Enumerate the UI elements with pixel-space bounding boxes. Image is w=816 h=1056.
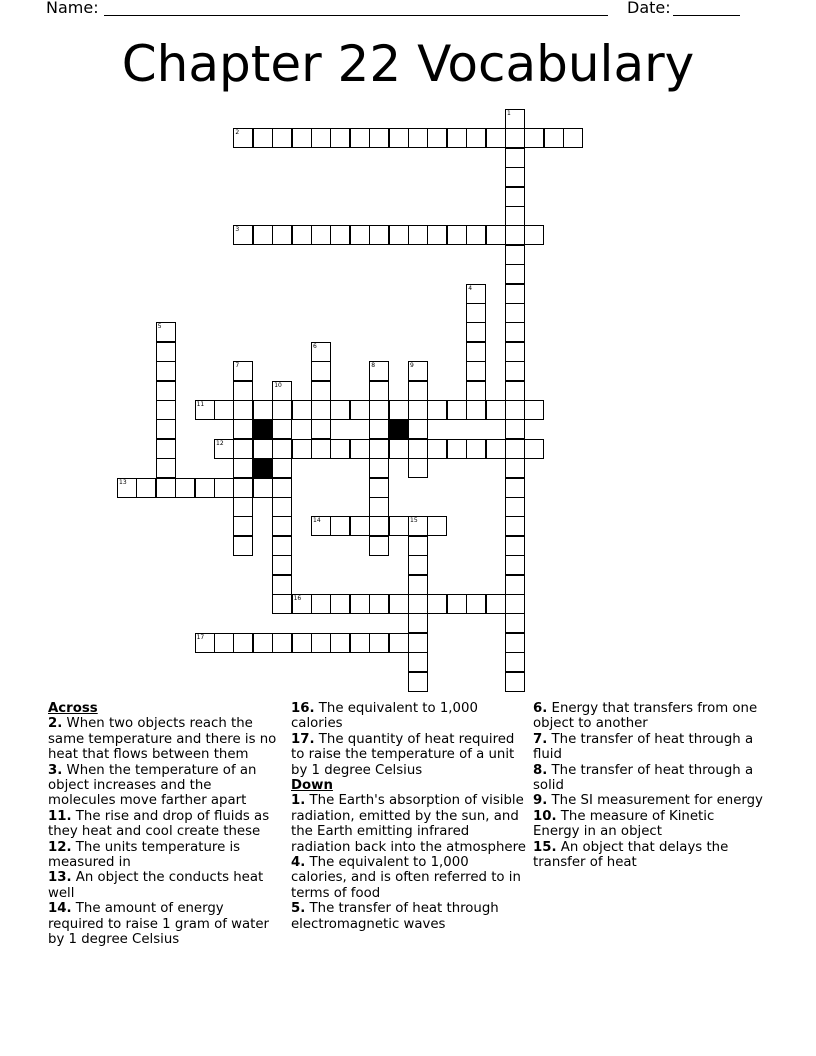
crossword-cell[interactable] xyxy=(311,419,331,439)
crossword-cell[interactable] xyxy=(505,109,525,129)
crossword-cell[interactable] xyxy=(253,225,273,245)
crossword-cell[interactable] xyxy=(427,594,447,614)
crossword-cell[interactable] xyxy=(505,148,525,168)
clue-number: 17. xyxy=(291,731,315,747)
crossword-cell[interactable] xyxy=(524,225,544,245)
crossword-cell[interactable] xyxy=(408,555,428,575)
crossword-cell[interactable] xyxy=(466,342,486,362)
crossword-cell[interactable] xyxy=(505,361,525,381)
crossword-cell[interactable] xyxy=(505,652,525,672)
clue-text: The transfer of heat through a fluid xyxy=(533,731,754,763)
crossword-cell[interactable] xyxy=(156,478,176,498)
crossword-cell[interactable] xyxy=(330,633,350,653)
crossword-cell[interactable] xyxy=(408,225,428,245)
clue-number: 4. xyxy=(291,855,306,871)
crossword-cell[interactable] xyxy=(311,361,331,381)
clue-number: 5. xyxy=(291,901,306,917)
crossword-cell[interactable] xyxy=(408,400,428,420)
crossword-cell[interactable] xyxy=(156,342,176,362)
crossword-cell[interactable] xyxy=(505,419,525,439)
crossword-cell[interactable] xyxy=(505,672,525,692)
crossword-cell[interactable] xyxy=(330,128,350,148)
crossword-cell[interactable] xyxy=(408,672,428,692)
crossword-cell[interactable] xyxy=(233,497,253,517)
crossword-cell[interactable] xyxy=(350,594,370,614)
crossword-cell[interactable] xyxy=(486,225,506,245)
clue-number: 6 xyxy=(313,342,317,350)
crossword-cell[interactable] xyxy=(408,128,428,148)
crossword-cell[interactable] xyxy=(486,594,506,614)
crossword-cell[interactable] xyxy=(272,400,292,420)
clue-number: 17 xyxy=(196,633,205,641)
clue-number: 14. xyxy=(48,901,72,917)
crossword-cell[interactable] xyxy=(311,381,331,401)
crossword-cell[interactable] xyxy=(253,478,273,498)
crossword-cell[interactable] xyxy=(408,439,428,459)
crossword-cell[interactable] xyxy=(292,594,312,614)
clue-text: The quantity of heat required to raise the temperature of a unit by 1 degree Celsius xyxy=(291,731,515,778)
crossword-cell[interactable] xyxy=(466,361,486,381)
clue-text: The Earth's absorption of visible radiation, emitted by the sun, and the Earth emitting infrared radiation back into the atmosphere xyxy=(291,793,526,855)
crossword-cell[interactable] xyxy=(486,128,506,148)
clue-number: 9. xyxy=(533,793,548,809)
crossword-cell[interactable] xyxy=(233,381,253,401)
clue-number: 5 xyxy=(157,323,162,331)
crossword-cell[interactable] xyxy=(466,128,486,148)
crossword-cell[interactable] xyxy=(369,381,389,401)
crossword-cell[interactable] xyxy=(233,458,253,478)
crossword-cell[interactable] xyxy=(427,400,447,420)
crossword-cell[interactable] xyxy=(233,439,253,459)
crossword-cell[interactable] xyxy=(272,633,292,653)
crossword-cell[interactable] xyxy=(350,516,370,536)
crossword-cell[interactable] xyxy=(466,400,486,420)
crossword-cell[interactable] xyxy=(427,128,447,148)
crossword-cell[interactable] xyxy=(447,594,467,614)
crossword-cell[interactable] xyxy=(389,439,409,459)
crossword-cell[interactable] xyxy=(408,536,428,556)
clue-number: 2 xyxy=(235,129,240,137)
crossword-cell[interactable] xyxy=(175,478,195,498)
crossword-cell[interactable] xyxy=(408,361,428,381)
across-heading: Across xyxy=(48,701,98,716)
crossword-cell[interactable] xyxy=(427,439,447,459)
crossword-cell[interactable] xyxy=(369,497,389,517)
crossword-cell[interactable] xyxy=(253,633,273,653)
crossword-cell[interactable] xyxy=(253,128,273,148)
crossword-cell[interactable] xyxy=(505,322,525,342)
crossword-cell[interactable] xyxy=(272,419,292,439)
clue-number: 15. xyxy=(533,839,557,855)
crossword-cell[interactable] xyxy=(369,478,389,498)
crossword-cell[interactable] xyxy=(272,594,292,614)
clue-number: 13. xyxy=(48,870,72,886)
crossword-cell[interactable] xyxy=(272,516,292,536)
clue-text: The equivalent to 1,000 calories, and is often referred to in terms of food xyxy=(291,855,521,901)
crossword-cell[interactable] xyxy=(447,439,467,459)
crossword-cell[interactable] xyxy=(311,400,331,420)
clue-number: 6. xyxy=(533,701,548,716)
crossword-cell[interactable] xyxy=(505,187,525,207)
clue-text: The units temperature is measured in xyxy=(48,839,241,871)
crossword-cell[interactable] xyxy=(505,264,525,284)
across-clue xyxy=(48,901,283,947)
crossword-cell[interactable] xyxy=(233,419,253,439)
clue-number: 14 xyxy=(313,517,321,525)
crossword-cell[interactable] xyxy=(524,439,544,459)
crossword-cell[interactable] xyxy=(505,225,525,245)
clue-number: 11 xyxy=(196,401,205,408)
crossword-cell[interactable] xyxy=(505,284,525,304)
clue-number: 8. xyxy=(533,762,548,778)
crossword-cell[interactable] xyxy=(389,633,409,653)
crossword-cell[interactable] xyxy=(408,516,428,536)
crossword-cell[interactable] xyxy=(330,594,350,614)
down-clue xyxy=(533,701,763,732)
crossword-cell[interactable] xyxy=(544,128,564,148)
crossword-cell[interactable] xyxy=(389,516,409,536)
crossword-cell[interactable] xyxy=(486,439,506,459)
crossword-cell[interactable] xyxy=(369,458,389,478)
clue-number: 10. xyxy=(533,808,557,824)
across-clue xyxy=(48,809,283,840)
crossword-cell[interactable] xyxy=(505,167,525,187)
crossword-cell[interactable] xyxy=(524,400,544,420)
crossword-cell[interactable] xyxy=(408,381,428,401)
across-clue xyxy=(48,870,283,901)
across-clue xyxy=(48,716,283,762)
crossword-cell[interactable] xyxy=(156,400,176,420)
clue-number: 7. xyxy=(533,731,548,747)
crossword-cell[interactable] xyxy=(156,439,176,459)
clue-number: 13 xyxy=(119,478,127,486)
down-clue xyxy=(533,840,763,871)
crossword-cell[interactable] xyxy=(369,536,389,556)
across-clue xyxy=(48,763,283,809)
crossword-cell[interactable] xyxy=(311,225,331,245)
crossword-cell[interactable] xyxy=(311,633,331,653)
crossword-cell[interactable] xyxy=(350,400,370,420)
clue-text: The SI measurement for energy xyxy=(551,793,763,809)
crossword-cell[interactable] xyxy=(389,594,409,614)
crossword-cell[interactable] xyxy=(233,516,253,536)
clue-text: Energy that transfers from one object to another xyxy=(533,701,758,732)
crossword-cell[interactable] xyxy=(330,400,350,420)
crossword-block xyxy=(253,458,273,478)
crossword-cell[interactable] xyxy=(408,419,428,439)
crossword-cell[interactable] xyxy=(214,400,234,420)
clue-number: 16 xyxy=(293,595,302,602)
crossword-cell[interactable] xyxy=(408,594,428,614)
crossword-cell[interactable] xyxy=(369,419,389,439)
crossword-cell[interactable] xyxy=(272,497,292,517)
crossword-cell[interactable] xyxy=(195,478,215,498)
crossword-cell[interactable] xyxy=(505,245,525,265)
crossword-cell[interactable] xyxy=(505,633,525,653)
clue-column-3 xyxy=(533,701,763,870)
clue-text: The amount of energy required to raise 1 gram of water by 1 degree Celsius xyxy=(48,901,270,948)
crossword-cell[interactable] xyxy=(311,128,331,148)
down-clue xyxy=(291,855,526,901)
clue-number: 1. xyxy=(291,793,306,809)
crossword-cell[interactable] xyxy=(136,478,156,498)
crossword-cell[interactable] xyxy=(466,594,486,614)
crossword-cell[interactable] xyxy=(505,400,525,420)
crossword-cell[interactable] xyxy=(156,458,176,478)
crossword-cell[interactable] xyxy=(447,400,467,420)
across-clue xyxy=(291,701,526,732)
crossword-cell[interactable] xyxy=(350,439,370,459)
crossword-cell[interactable] xyxy=(233,128,253,148)
crossword-cell[interactable] xyxy=(292,400,312,420)
crossword-cell[interactable] xyxy=(156,419,176,439)
across-clue xyxy=(291,732,526,778)
crossword-cell[interactable] xyxy=(505,458,525,478)
crossword-cell[interactable] xyxy=(369,516,389,536)
crossword-cell[interactable] xyxy=(214,439,234,459)
crossword-cell[interactable] xyxy=(505,575,525,595)
crossword-cell[interactable] xyxy=(195,633,215,653)
crossword-cell[interactable] xyxy=(466,284,486,304)
crossword-cell[interactable] xyxy=(330,225,350,245)
clue-number: 3. xyxy=(48,762,63,778)
crossword-cell[interactable] xyxy=(330,516,350,536)
crossword-cell[interactable] xyxy=(369,594,389,614)
clue-number: 10 xyxy=(274,381,282,389)
crossword-cell[interactable] xyxy=(292,633,312,653)
clue-column-2 xyxy=(291,701,526,932)
crossword-cell[interactable] xyxy=(369,225,389,245)
crossword-cell[interactable] xyxy=(408,633,428,653)
crossword-cell[interactable] xyxy=(272,381,292,401)
crossword-cell[interactable] xyxy=(505,536,525,556)
across-clue xyxy=(48,840,283,871)
crossword-cell[interactable] xyxy=(466,381,486,401)
crossword-cell[interactable] xyxy=(505,497,525,517)
crossword-cell[interactable] xyxy=(156,381,176,401)
crossword-cell[interactable] xyxy=(272,555,292,575)
crossword-cell[interactable] xyxy=(253,400,273,420)
crossword-cell[interactable] xyxy=(389,225,409,245)
crossword-cell[interactable] xyxy=(117,478,137,498)
crossword-cell[interactable] xyxy=(272,128,292,148)
crossword-cell[interactable] xyxy=(505,439,525,459)
crossword-cell[interactable] xyxy=(350,633,370,653)
crossword-cell[interactable] xyxy=(563,128,583,148)
clue-text: An object that delays the transfer of heat xyxy=(533,839,729,871)
crossword-cell[interactable] xyxy=(369,400,389,420)
clue-column-1 xyxy=(48,701,283,948)
clue-number: 12. xyxy=(48,839,72,855)
down-clue xyxy=(533,732,763,763)
clue-number: 8 xyxy=(371,362,376,370)
crossword-cell[interactable] xyxy=(233,400,253,420)
crossword-cell[interactable] xyxy=(330,439,350,459)
crossword-cell[interactable] xyxy=(272,478,292,498)
down-clue xyxy=(533,809,763,840)
crossword-cell[interactable] xyxy=(350,225,370,245)
date-label: Date: xyxy=(627,0,671,17)
down-clue xyxy=(533,763,763,794)
clue-number: 15 xyxy=(410,517,418,525)
crossword-cell[interactable] xyxy=(311,594,331,614)
crossword-cell[interactable] xyxy=(408,458,428,478)
clue-number: 2. xyxy=(48,716,63,732)
clue-number: 16. xyxy=(291,701,315,716)
crossword-cell[interactable] xyxy=(233,633,253,653)
name-label: Name: xyxy=(46,0,99,17)
crossword-cell[interactable] xyxy=(389,128,409,148)
crossword-cell[interactable] xyxy=(505,555,525,575)
crossword-cell[interactable] xyxy=(195,400,215,420)
crossword-cell[interactable] xyxy=(505,594,525,614)
crossword-block xyxy=(389,419,409,439)
crossword-cell[interactable] xyxy=(156,322,176,342)
crossword-cell[interactable] xyxy=(369,128,389,148)
crossword-block xyxy=(253,419,273,439)
crossword-cell[interactable] xyxy=(272,536,292,556)
crossword-cell[interactable] xyxy=(505,206,525,226)
crossword-cell[interactable] xyxy=(447,128,467,148)
crossword-cell[interactable] xyxy=(408,575,428,595)
crossword-cell[interactable] xyxy=(311,439,331,459)
crossword-cell[interactable] xyxy=(253,439,273,459)
clue-text: The rise and drop of fluids as they heat and cool create these xyxy=(48,808,270,840)
crossword-cell[interactable] xyxy=(272,225,292,245)
crossword-cell[interactable] xyxy=(214,633,234,653)
crossword-cell[interactable] xyxy=(524,128,544,148)
crossword-cell[interactable] xyxy=(272,575,292,595)
clue-number: 9 xyxy=(410,362,414,370)
crossword-cell[interactable] xyxy=(505,342,525,362)
clue-number: 11. xyxy=(48,808,72,824)
clue-number: 3 xyxy=(235,226,240,234)
crossword-cell[interactable] xyxy=(369,361,389,381)
crossword-cell[interactable] xyxy=(389,400,409,420)
crossword-cell[interactable] xyxy=(466,303,486,323)
crossword-cell[interactable] xyxy=(311,516,331,536)
clue-number: 1 xyxy=(507,110,511,117)
down-clue xyxy=(533,793,763,808)
crossword-cell[interactable] xyxy=(505,381,525,401)
crossword-cell[interactable] xyxy=(447,225,467,245)
crossword-cell[interactable] xyxy=(369,439,389,459)
clue-text: The transfer of heat through electromagnetic waves xyxy=(291,901,499,932)
crossword-cell[interactable] xyxy=(505,613,525,633)
clue-text: When two objects reach the same temperature and there is no heat that flows between them xyxy=(48,716,277,763)
crossword-cell[interactable] xyxy=(505,128,525,148)
page-title: Chapter 22 Vocabulary xyxy=(121,35,695,93)
crossword-cell[interactable] xyxy=(311,342,331,362)
down-clue xyxy=(291,793,526,855)
crossword-cell[interactable] xyxy=(408,652,428,672)
crossword-cell[interactable] xyxy=(233,478,253,498)
crossword-cell[interactable] xyxy=(214,478,234,498)
clue-text: The equivalent to 1,000 calories xyxy=(291,701,478,732)
crossword-cell[interactable] xyxy=(292,128,312,148)
crossword-cell[interactable] xyxy=(369,633,389,653)
crossword-cell[interactable] xyxy=(486,400,506,420)
clue-text: An object the conducts heat well xyxy=(48,870,264,901)
crossword-cell[interactable] xyxy=(233,361,253,381)
crossword-cell[interactable] xyxy=(292,225,312,245)
clue-number: 12 xyxy=(216,439,224,447)
crossword-cell[interactable] xyxy=(233,225,253,245)
crossword-cell[interactable] xyxy=(272,439,292,459)
clue-text: The transfer of heat through a solid xyxy=(533,762,754,794)
crossword-cell[interactable] xyxy=(466,439,486,459)
clue-text: The measure of Kinetic Energy in an object xyxy=(533,808,715,840)
crossword-cell[interactable] xyxy=(427,516,447,536)
crossword-cell[interactable] xyxy=(466,225,486,245)
crossword-cell[interactable] xyxy=(156,361,176,381)
down-clue xyxy=(291,901,526,932)
crossword-cell[interactable] xyxy=(427,225,447,245)
down-heading: Down xyxy=(291,778,333,794)
crossword-cell[interactable] xyxy=(505,303,525,323)
crossword-cell[interactable] xyxy=(233,536,253,556)
crossword-cell[interactable] xyxy=(292,439,312,459)
crossword-cell[interactable] xyxy=(350,128,370,148)
clue-text: When the temperature of an object increases and the molecules move farther apart xyxy=(48,762,257,809)
clue-number: 7 xyxy=(235,362,240,370)
crossword-cell[interactable] xyxy=(505,478,525,498)
clue-number: 4 xyxy=(468,284,473,292)
crossword-cell[interactable] xyxy=(272,458,292,478)
crossword-cell[interactable] xyxy=(466,322,486,342)
crossword-cell[interactable] xyxy=(408,613,428,633)
crossword-cell[interactable] xyxy=(505,516,525,536)
